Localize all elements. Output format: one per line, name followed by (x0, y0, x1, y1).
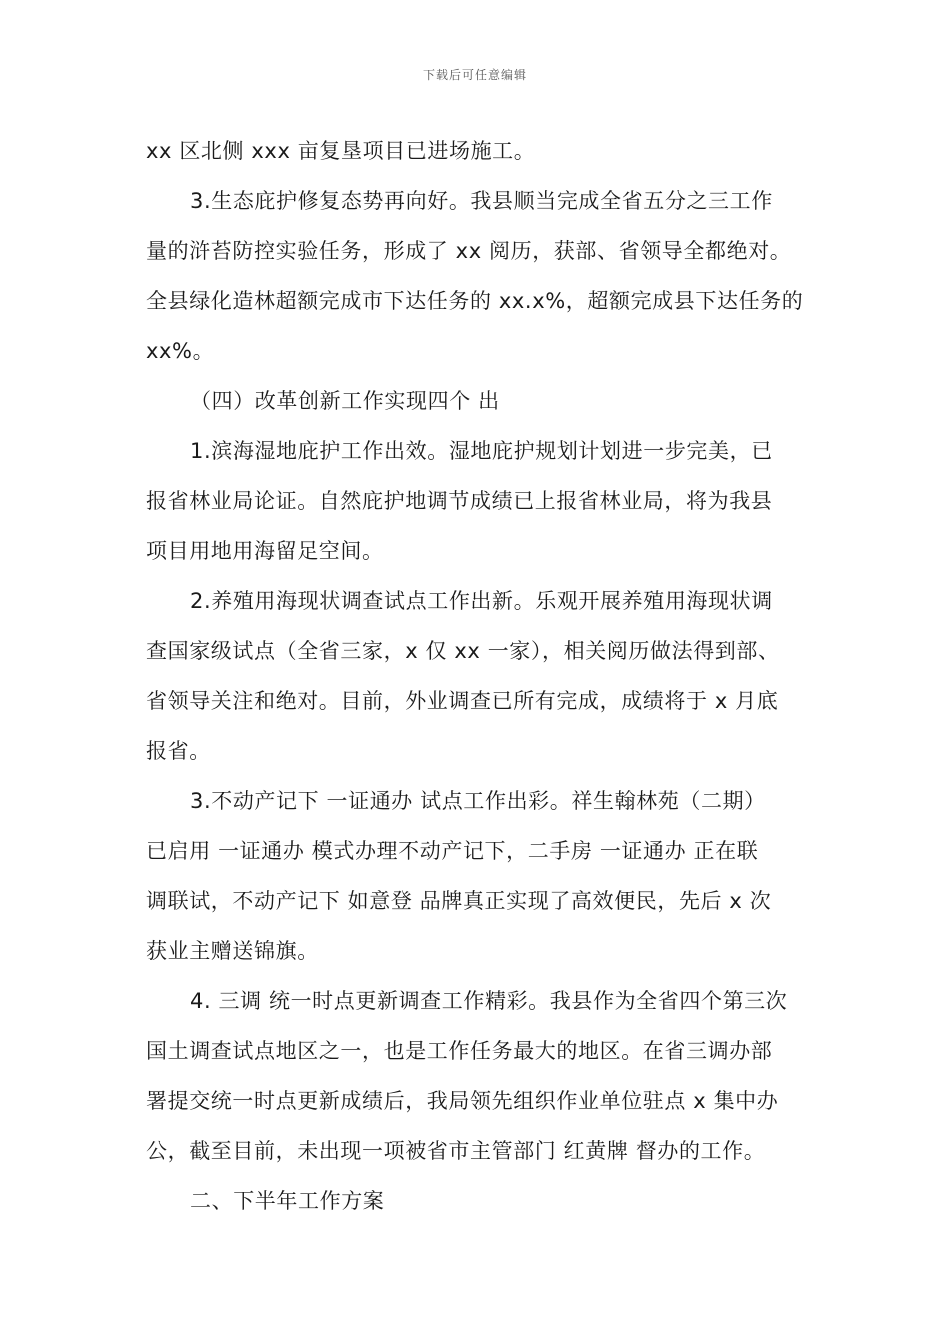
paragraph-line: 调联试，不动产记下 如意登 品牌真正实现了高效便民，先后 x 次 (146, 889, 772, 913)
paragraph-line: 全县绿化造林超额完成市下达任务的 xx.x%，超额完成县下达任务的 (146, 289, 804, 313)
paragraph-line: 2.养殖用海现状调查试点工作出新。乐观开展养殖用海现状调 (190, 589, 773, 613)
paragraph-line: 已启用 一证通办 模式办理不动产记下，二手房 一证通办 正在联 (146, 839, 759, 863)
paragraph-line: 3.不动产记下 一证通办 试点工作出彩。祥生翰林苑（二期） (190, 789, 766, 813)
paragraph-line: 省领导关注和绝对。目前，外业调查已所有完成，成绩将于 x 月底 (146, 689, 779, 713)
paragraph-line: 项目用地用海留足空间。 (146, 539, 384, 563)
paragraph-line: 国土调查试点地区之一，也是工作任务最大的地区。在省三调办部 (146, 1039, 773, 1063)
page-header: 下载后可任意编辑 (422, 68, 527, 82)
paragraph-line: 查国家级试点（全省三家，x 仅 xx 一家），相关阅历做法得到部、 (146, 639, 780, 663)
paragraph-line: 公，截至目前，未出现一项被省市主管部门 红黄牌 督办的工作。 (146, 1139, 766, 1163)
paragraph-line: 1.滨海湿地庇护工作出效。湿地庇护规划计划进一步完美，已 (190, 439, 773, 463)
section-heading: 二、下半年工作方案 (190, 1189, 385, 1213)
paragraph-line: 报省林业局论证。自然庇护地调节成绩已上报省林业局，将为我县 (146, 489, 773, 513)
paragraph-line: 3.生态庇护修复态势再向好。我县顺当完成全省五分之三工作 (190, 189, 773, 213)
paragraph-line: xx 区北侧 xxx 亩复垦项目已进场施工。 (146, 139, 536, 163)
paragraph-line: 量的浒苔防控实验任务，形成了 xx 阅历，获部、省领导全都绝对。 (146, 239, 792, 263)
paragraph-line: 4. 三调 统一时点更新调查工作精彩。我县作为全省四个第三次 (190, 989, 788, 1013)
paragraph-line: 报省。 (146, 739, 211, 763)
paragraph-line: xx%。 (146, 339, 215, 363)
paragraph-line: 获业主赠送锦旗。 (146, 939, 319, 963)
paragraph-line: 署提交统一时点更新成绩后，我局领先组织作业单位驻点 x 集中办 (146, 1089, 779, 1113)
section-heading: （四）改革创新工作实现四个 出 (190, 389, 500, 413)
